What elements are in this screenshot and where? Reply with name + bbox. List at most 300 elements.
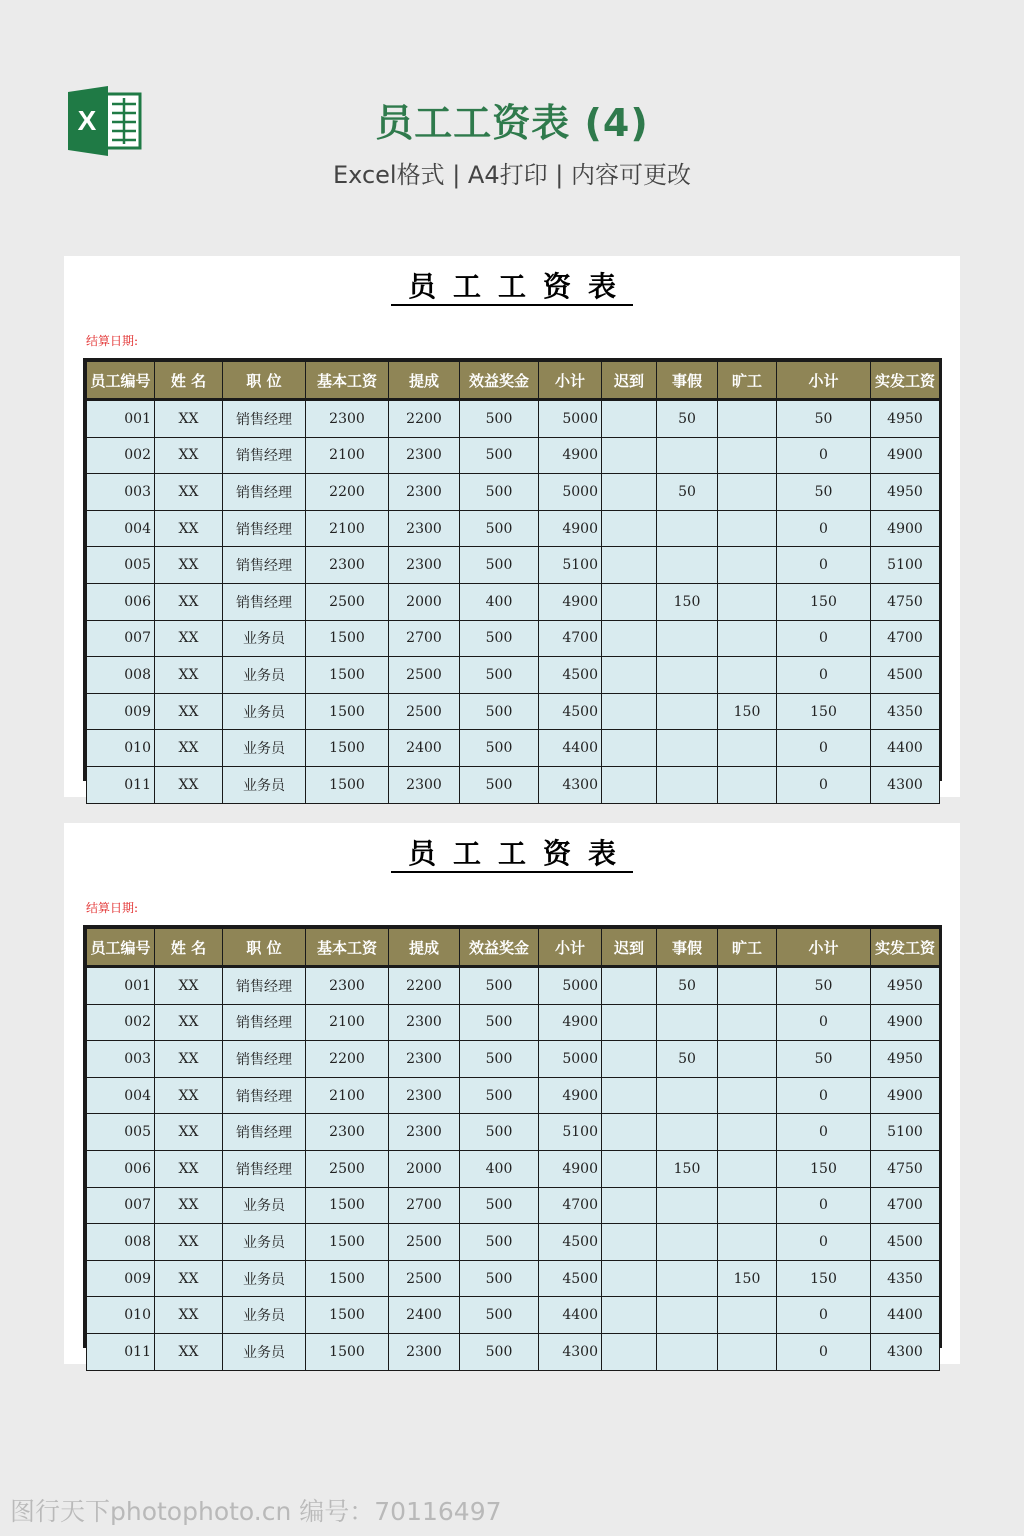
table-row <box>87 437 940 474</box>
table-cell[interactable]: XX <box>155 657 223 694</box>
salary-table-viewport <box>83 925 942 1361</box>
table-cell[interactable]: 010 <box>87 1297 155 1334</box>
column-header: 小计 <box>777 362 871 400</box>
table-cell[interactable]: 0 <box>777 1333 871 1370</box>
table-cell[interactable]: 1500 <box>306 1224 389 1261</box>
table-cell[interactable]: 销售经理 <box>223 1114 306 1151</box>
table-cell[interactable]: 0 <box>777 1224 871 1261</box>
table-cell[interactable]: 销售经理 <box>223 1041 306 1078</box>
table-row <box>87 620 940 657</box>
table-cell[interactable]: 4500 <box>539 657 602 694</box>
table-cell[interactable]: 2700 <box>389 1187 460 1224</box>
sheet-title: 员工工资表 <box>391 837 633 873</box>
table-cell[interactable]: 0 <box>777 437 871 474</box>
table-cell[interactable] <box>657 1297 718 1334</box>
table-cell[interactable]: 2300 <box>389 1004 460 1041</box>
table-cell[interactable] <box>602 766 657 803</box>
table-cell[interactable]: 5000 <box>539 1041 602 1078</box>
table-cell[interactable] <box>602 1187 657 1224</box>
table-cell[interactable]: XX <box>155 620 223 657</box>
table-cell[interactable] <box>657 620 718 657</box>
table-cell[interactable]: 4500 <box>871 1224 940 1261</box>
table-cell[interactable]: 150 <box>777 583 871 620</box>
table-cell[interactable]: XX <box>155 1333 223 1370</box>
table-cell[interactable] <box>657 766 718 803</box>
table-cell[interactable]: 4700 <box>871 1187 940 1224</box>
table-cell[interactable]: 5100 <box>539 1114 602 1151</box>
column-header: 事假 <box>657 929 718 967</box>
table-header-row <box>87 929 940 967</box>
table-cell[interactable]: 006 <box>87 583 155 620</box>
table-cell[interactable] <box>718 1150 777 1187</box>
table-cell[interactable]: 500 <box>460 693 539 730</box>
table-cell[interactable] <box>718 400 777 438</box>
table-cell[interactable]: 2700 <box>389 620 460 657</box>
table-cell[interactable]: 1500 <box>306 766 389 803</box>
table-cell[interactable]: 4300 <box>539 1333 602 1370</box>
table-cell[interactable] <box>602 1297 657 1334</box>
table-cell[interactable] <box>718 583 777 620</box>
table-cell[interactable]: 4500 <box>539 1260 602 1297</box>
table-cell[interactable] <box>602 1333 657 1370</box>
table-cell[interactable]: 4900 <box>539 1004 602 1041</box>
table-cell[interactable]: 2500 <box>389 693 460 730</box>
table-cell[interactable]: 4900 <box>871 437 940 474</box>
table-cell[interactable]: 50 <box>777 400 871 438</box>
table-cell[interactable]: 0 <box>777 1297 871 1334</box>
table-cell[interactable]: 2400 <box>389 1297 460 1334</box>
table-cell[interactable]: 4500 <box>539 693 602 730</box>
table-cell[interactable] <box>718 1077 777 1114</box>
table-cell[interactable]: 5000 <box>539 400 602 438</box>
table-cell[interactable]: 0 <box>777 510 871 547</box>
table-cell[interactable]: 2300 <box>306 400 389 438</box>
table-cell[interactable]: 2000 <box>389 583 460 620</box>
table-cell[interactable]: 005 <box>87 1114 155 1151</box>
table-cell[interactable]: 2300 <box>306 547 389 584</box>
watermark-text: 图行天下photophoto.cn 编号：70116497 <box>10 1497 502 1526</box>
table-cell[interactable]: XX <box>155 583 223 620</box>
table-cell[interactable]: 008 <box>87 657 155 694</box>
table-cell[interactable]: 4400 <box>871 1297 940 1334</box>
table-cell[interactable]: 2200 <box>306 474 389 511</box>
table-cell[interactable]: 500 <box>460 547 539 584</box>
table-cell[interactable]: 2300 <box>389 474 460 511</box>
table-cell[interactable] <box>657 1114 718 1151</box>
table-cell[interactable]: 4950 <box>871 400 940 438</box>
table-cell[interactable] <box>602 730 657 767</box>
table-cell[interactable]: 500 <box>460 1260 539 1297</box>
table-cell[interactable]: XX <box>155 1260 223 1297</box>
table-cell[interactable]: 500 <box>460 620 539 657</box>
table-cell[interactable]: 150 <box>777 1150 871 1187</box>
table-cell[interactable] <box>718 967 777 1005</box>
table-cell[interactable]: 004 <box>87 1077 155 1114</box>
table-cell[interactable]: 4950 <box>871 1041 940 1078</box>
table-cell[interactable]: XX <box>155 1041 223 1078</box>
table-cell[interactable]: 009 <box>87 1260 155 1297</box>
table-cell[interactable]: 50 <box>657 1041 718 1078</box>
table-cell[interactable] <box>718 730 777 767</box>
table-cell[interactable]: 销售经理 <box>223 967 306 1005</box>
table-cell[interactable]: 011 <box>87 766 155 803</box>
table-cell[interactable]: 2300 <box>306 967 389 1005</box>
table-cell[interactable]: 2100 <box>306 437 389 474</box>
table-cell[interactable]: XX <box>155 1004 223 1041</box>
table-cell[interactable]: 2300 <box>306 1114 389 1151</box>
table-cell[interactable]: 4700 <box>871 620 940 657</box>
table-cell[interactable]: 业务员 <box>223 693 306 730</box>
column-header: 姓 名 <box>155 929 223 967</box>
table-cell[interactable]: 500 <box>460 400 539 438</box>
table-cell[interactable]: 002 <box>87 437 155 474</box>
table-cell[interactable] <box>602 657 657 694</box>
table-cell[interactable] <box>718 437 777 474</box>
table-cell[interactable]: 2300 <box>389 766 460 803</box>
table-cell[interactable]: XX <box>155 437 223 474</box>
table-cell[interactable]: XX <box>155 1297 223 1334</box>
table-cell[interactable]: 2500 <box>389 657 460 694</box>
table-cell[interactable] <box>657 1077 718 1114</box>
table-cell[interactable]: 4400 <box>539 730 602 767</box>
table-cell[interactable]: 150 <box>718 1260 777 1297</box>
table-cell[interactable]: 2300 <box>389 1333 460 1370</box>
table-row <box>87 1224 940 1261</box>
table-row <box>87 693 940 730</box>
table-cell[interactable] <box>602 400 657 438</box>
table-cell[interactable] <box>718 657 777 694</box>
column-header: 实发工资 <box>871 929 940 967</box>
table-cell[interactable] <box>602 474 657 511</box>
table-cell[interactable]: 4900 <box>539 1077 602 1114</box>
table-cell[interactable] <box>657 437 718 474</box>
table-cell[interactable]: 150 <box>657 1150 718 1187</box>
table-cell[interactable]: 4700 <box>539 1187 602 1224</box>
table-cell[interactable]: 0 <box>777 730 871 767</box>
table-cell[interactable]: 50 <box>657 967 718 1005</box>
table-cell[interactable]: 业务员 <box>223 620 306 657</box>
table-cell[interactable]: XX <box>155 766 223 803</box>
column-header: 提成 <box>389 929 460 967</box>
table-cell[interactable]: 业务员 <box>223 1297 306 1334</box>
table-cell[interactable]: 500 <box>460 1224 539 1261</box>
table-cell[interactable]: 500 <box>460 1004 539 1041</box>
table-cell[interactable]: 2400 <box>389 730 460 767</box>
table-cell[interactable]: 4900 <box>871 1004 940 1041</box>
table-cell[interactable] <box>602 1077 657 1114</box>
table-cell[interactable] <box>657 1260 718 1297</box>
table-row <box>87 1077 940 1114</box>
table-cell[interactable] <box>718 1224 777 1261</box>
table-cell[interactable] <box>657 1224 718 1261</box>
table-cell[interactable]: 1500 <box>306 657 389 694</box>
table-cell[interactable] <box>718 1297 777 1334</box>
table-cell[interactable]: 0 <box>777 1004 871 1041</box>
table-cell[interactable]: 500 <box>460 1187 539 1224</box>
table-cell[interactable]: 0 <box>777 766 871 803</box>
table-cell[interactable] <box>602 1260 657 1297</box>
table-cell[interactable]: 150 <box>718 693 777 730</box>
column-header: 提成 <box>389 362 460 400</box>
table-cell[interactable]: 销售经理 <box>223 437 306 474</box>
table-cell[interactable]: 2100 <box>306 1004 389 1041</box>
table-cell[interactable]: 0 <box>777 1077 871 1114</box>
table-cell[interactable] <box>718 1333 777 1370</box>
table-cell[interactable] <box>602 1224 657 1261</box>
column-header: 小计 <box>539 929 602 967</box>
table-cell[interactable]: 4900 <box>871 1077 940 1114</box>
table-cell[interactable]: XX <box>155 730 223 767</box>
table-cell[interactable]: 5100 <box>871 547 940 584</box>
table-cell[interactable]: 001 <box>87 400 155 438</box>
table-cell[interactable] <box>657 1187 718 1224</box>
table-cell[interactable]: 4350 <box>871 1260 940 1297</box>
table-cell[interactable]: 销售经理 <box>223 510 306 547</box>
table-cell[interactable] <box>657 730 718 767</box>
table-cell[interactable]: 2100 <box>306 1077 389 1114</box>
table-cell[interactable]: 4400 <box>871 730 940 767</box>
table-cell[interactable]: 500 <box>460 437 539 474</box>
table-cell[interactable]: 销售经理 <box>223 1004 306 1041</box>
table-cell[interactable]: 50 <box>777 474 871 511</box>
table-cell[interactable] <box>718 474 777 511</box>
table-cell[interactable] <box>602 510 657 547</box>
table-cell[interactable] <box>718 510 777 547</box>
table-cell[interactable]: 业务员 <box>223 766 306 803</box>
table-cell[interactable]: 4300 <box>871 1333 940 1370</box>
table-cell[interactable]: 500 <box>460 657 539 694</box>
table-cell[interactable]: 销售经理 <box>223 1150 306 1187</box>
table-cell[interactable] <box>602 583 657 620</box>
table-cell[interactable]: 业务员 <box>223 657 306 694</box>
column-header: 基本工资 <box>306 362 389 400</box>
table-cell[interactable]: 销售经理 <box>223 1077 306 1114</box>
table-cell[interactable] <box>718 620 777 657</box>
table-cell[interactable]: 0 <box>777 1114 871 1151</box>
column-header: 小计 <box>539 362 602 400</box>
table-cell[interactable]: 1500 <box>306 1333 389 1370</box>
column-header: 实发工资 <box>871 362 940 400</box>
table-cell[interactable]: 0 <box>777 547 871 584</box>
table-cell[interactable]: 400 <box>460 583 539 620</box>
table-cell[interactable]: XX <box>155 693 223 730</box>
table-cell[interactable]: 001 <box>87 967 155 1005</box>
table-cell[interactable]: XX <box>155 474 223 511</box>
table-cell[interactable]: 500 <box>460 766 539 803</box>
table-cell[interactable]: 2300 <box>389 1114 460 1151</box>
table-cell[interactable] <box>657 1004 718 1041</box>
table-cell[interactable]: 2300 <box>389 437 460 474</box>
table-cell[interactable] <box>602 967 657 1005</box>
table-cell[interactable]: 010 <box>87 730 155 767</box>
table-cell[interactable]: 2100 <box>306 510 389 547</box>
sheet-title-wrap <box>64 837 960 873</box>
table-cell[interactable]: XX <box>155 400 223 438</box>
table-cell[interactable]: XX <box>155 1187 223 1224</box>
table-cell[interactable] <box>602 1150 657 1187</box>
table-cell[interactable]: XX <box>155 547 223 584</box>
table-cell[interactable] <box>718 1187 777 1224</box>
table-cell[interactable] <box>602 620 657 657</box>
table-row <box>87 583 940 620</box>
table-cell[interactable]: 业务员 <box>223 1333 306 1370</box>
table-cell[interactable]: 4900 <box>871 510 940 547</box>
table-cell[interactable]: 007 <box>87 620 155 657</box>
table-cell[interactable]: 2300 <box>389 547 460 584</box>
table-cell[interactable]: XX <box>155 1114 223 1151</box>
table-cell[interactable]: 4300 <box>871 766 940 803</box>
table-row <box>87 474 940 511</box>
table-cell[interactable]: 0 <box>777 657 871 694</box>
table-cell[interactable]: 500 <box>460 1041 539 1078</box>
table-cell[interactable]: 4950 <box>871 474 940 511</box>
table-cell[interactable] <box>718 1041 777 1078</box>
table-cell[interactable]: 4900 <box>539 1150 602 1187</box>
table-cell[interactable]: 2200 <box>389 967 460 1005</box>
table-cell[interactable]: 2200 <box>306 1041 389 1078</box>
table-cell[interactable]: 2000 <box>389 1150 460 1187</box>
table-cell[interactable] <box>657 657 718 694</box>
table-row <box>87 657 940 694</box>
table-cell[interactable]: 1500 <box>306 1260 389 1297</box>
table-cell[interactable] <box>657 1333 718 1370</box>
table-cell[interactable]: 1500 <box>306 730 389 767</box>
table-cell[interactable]: 500 <box>460 510 539 547</box>
table-cell[interactable]: 1500 <box>306 620 389 657</box>
table-cell[interactable]: 业务员 <box>223 730 306 767</box>
table-cell[interactable]: XX <box>155 1077 223 1114</box>
table-cell[interactable]: 007 <box>87 1187 155 1224</box>
table-row <box>87 400 940 438</box>
table-cell[interactable]: 50 <box>777 967 871 1005</box>
table-cell[interactable]: 150 <box>777 1260 871 1297</box>
sheet-title-wrap <box>64 270 960 306</box>
table-cell[interactable]: 50 <box>657 474 718 511</box>
table-row <box>87 967 940 1005</box>
table-cell[interactable]: 4700 <box>539 620 602 657</box>
table-cell[interactable]: XX <box>155 1224 223 1261</box>
table-cell[interactable]: 4400 <box>539 1297 602 1334</box>
table-cell[interactable]: 0 <box>777 620 871 657</box>
table-cell[interactable]: 销售经理 <box>223 547 306 584</box>
table-cell[interactable]: 500 <box>460 730 539 767</box>
table-cell[interactable]: 009 <box>87 693 155 730</box>
table-cell[interactable]: 005 <box>87 547 155 584</box>
table-cell[interactable]: 5100 <box>871 1114 940 1151</box>
table-row <box>87 766 940 803</box>
table-cell[interactable]: 4750 <box>871 1150 940 1187</box>
table-cell[interactable]: 003 <box>87 474 155 511</box>
table-cell[interactable] <box>602 693 657 730</box>
table-cell[interactable]: 002 <box>87 1004 155 1041</box>
table-cell[interactable] <box>602 1041 657 1078</box>
table-cell[interactable]: 1500 <box>306 1297 389 1334</box>
table-cell[interactable] <box>602 547 657 584</box>
page-subtitle: Excel格式 | A4打印 | 内容可更改 <box>333 161 691 189</box>
column-header: 小计 <box>777 929 871 967</box>
table-cell[interactable]: 1500 <box>306 1187 389 1224</box>
table-cell[interactable] <box>657 693 718 730</box>
table-cell[interactable] <box>657 547 718 584</box>
table-row <box>87 1187 940 1224</box>
table-cell[interactable]: 50 <box>777 1041 871 1078</box>
table-row <box>87 1150 940 1187</box>
table-cell[interactable] <box>718 766 777 803</box>
table-cell[interactable]: 业务员 <box>223 1224 306 1261</box>
table-cell[interactable]: 5000 <box>539 474 602 511</box>
table-cell[interactable]: 011 <box>87 1333 155 1370</box>
table-cell[interactable] <box>602 1004 657 1041</box>
excel-logo-letter: X <box>77 105 97 136</box>
table-cell[interactable]: 5000 <box>539 967 602 1005</box>
table-cell[interactable]: 4750 <box>871 583 940 620</box>
table-cell[interactable]: 销售经理 <box>223 400 306 438</box>
table-cell[interactable]: 400 <box>460 1150 539 1187</box>
table-cell[interactable]: 0 <box>777 1187 871 1224</box>
table-cell[interactable]: 500 <box>460 474 539 511</box>
table-cell[interactable]: 500 <box>460 967 539 1005</box>
table-cell[interactable] <box>718 547 777 584</box>
table-cell[interactable] <box>718 1004 777 1041</box>
table-cell[interactable]: 008 <box>87 1224 155 1261</box>
table-cell[interactable]: 50 <box>657 400 718 438</box>
table-cell[interactable]: 2300 <box>389 1041 460 1078</box>
table-cell[interactable]: 2500 <box>306 583 389 620</box>
table-cell[interactable]: XX <box>155 510 223 547</box>
table-cell[interactable]: 业务员 <box>223 1260 306 1297</box>
table-cell[interactable]: 2500 <box>389 1224 460 1261</box>
table-cell[interactable]: 4900 <box>539 583 602 620</box>
table-cell[interactable]: 1500 <box>306 693 389 730</box>
table-cell[interactable]: 4350 <box>871 693 940 730</box>
sheet-preview-2 <box>64 823 960 1364</box>
table-cell[interactable]: 150 <box>777 693 871 730</box>
table-cell[interactable]: 销售经理 <box>223 474 306 511</box>
table-cell[interactable]: 2500 <box>389 1260 460 1297</box>
table-cell[interactable]: 500 <box>460 1333 539 1370</box>
column-header: 旷工 <box>718 362 777 400</box>
table-cell[interactable]: XX <box>155 967 223 1005</box>
table-cell[interactable]: 4900 <box>539 437 602 474</box>
table-cell[interactable]: 2300 <box>389 510 460 547</box>
table-cell[interactable]: 004 <box>87 510 155 547</box>
table-cell[interactable]: 4500 <box>539 1224 602 1261</box>
table-cell[interactable]: 销售经理 <box>223 583 306 620</box>
table-cell[interactable]: 003 <box>87 1041 155 1078</box>
table-cell[interactable]: 006 <box>87 1150 155 1187</box>
table-cell[interactable]: 4500 <box>871 657 940 694</box>
table-cell[interactable]: 4300 <box>539 766 602 803</box>
table-cell[interactable]: 2300 <box>389 1077 460 1114</box>
table-cell[interactable]: 500 <box>460 1297 539 1334</box>
column-header: 员工编号 <box>87 929 155 967</box>
table-cell[interactable]: 4900 <box>539 510 602 547</box>
table-cell[interactable] <box>657 510 718 547</box>
table-row <box>87 547 940 584</box>
table-cell[interactable]: XX <box>155 1150 223 1187</box>
table-cell[interactable]: 500 <box>460 1114 539 1151</box>
table-cell[interactable] <box>602 437 657 474</box>
table-cell[interactable] <box>718 1114 777 1151</box>
table-cell[interactable] <box>602 1114 657 1151</box>
table-cell[interactable]: 2200 <box>389 400 460 438</box>
table-cell[interactable]: 5100 <box>539 547 602 584</box>
table-cell[interactable]: 4950 <box>871 967 940 1005</box>
table-cell[interactable]: 业务员 <box>223 1187 306 1224</box>
table-cell[interactable]: 150 <box>657 583 718 620</box>
table-cell[interactable]: 2500 <box>306 1150 389 1187</box>
table-cell[interactable]: 500 <box>460 1077 539 1114</box>
